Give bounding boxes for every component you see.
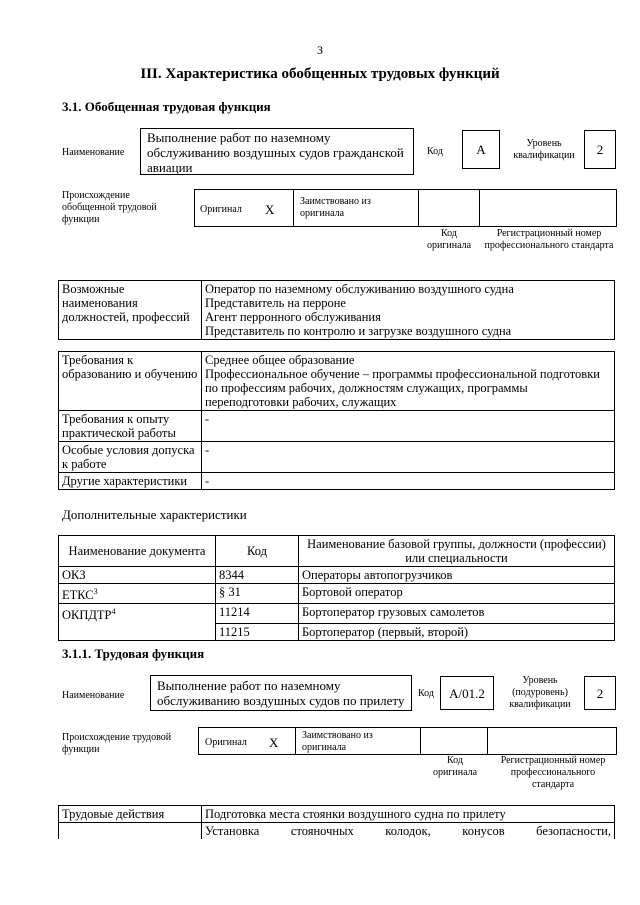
requirement-label: Требования к образованию и обучению: [59, 352, 202, 411]
tf-heading: 3.1.1. Трудовая функция: [62, 646, 205, 661]
requirement-value: -: [202, 442, 615, 473]
extra-header-code: Код: [216, 536, 299, 567]
gtf-code-original-label: Код оригинала: [426, 228, 472, 251]
requirement-label: Требования к опыту практической работы: [59, 411, 202, 442]
extra-doc: ОКПДТР$^4$: [59, 604, 216, 624]
position-item: Агент перронного обслуживания: [205, 310, 381, 324]
tf-code-value: А/01.2: [449, 685, 485, 701]
tf-name-label: Наименование: [62, 690, 125, 701]
gtf-code-original-cell: [418, 189, 480, 227]
tf-reg-number-label: Регистрационный номер профессионального стандарта: [500, 755, 606, 790]
gtf-original-mark: X: [265, 202, 275, 217]
gtf-code-box: [462, 130, 500, 169]
table-row: [59, 806, 615, 823]
extra-code: 11214: [216, 604, 299, 624]
gtf-heading: 3.1. Обобщенная трудовая функция: [62, 99, 271, 114]
extra-name: Бортоператор грузовых самолетов: [299, 604, 615, 624]
requirement-row: [59, 442, 615, 473]
requirement-row: [59, 473, 615, 490]
requirement-value: -: [202, 411, 615, 442]
extra-doc: [59, 623, 216, 640]
gtf-reg-number-cell: [479, 189, 617, 227]
table-row: [59, 823, 615, 840]
extra-table: [58, 535, 615, 641]
extra-doc: ЕТКС$^3$: [59, 584, 216, 604]
tf-original-label: Оригинал: [205, 737, 247, 748]
actions-table: [58, 805, 615, 839]
gtf-origin-label: Происхождение обобщенной трудовой функции: [62, 190, 157, 225]
extra-code: 11215: [216, 623, 299, 640]
action-item: Подготовка места стоянки воздушного судна по прилету: [202, 806, 615, 823]
gtf-borrowed-label: Заимствовано из оригинала: [300, 196, 371, 219]
extra-header-doc: Наименование документа: [59, 536, 216, 567]
requirement-label: Другие характеристики: [59, 473, 202, 490]
tf-borrowed-label: Заимствовано из оригинала: [302, 730, 373, 753]
gtf-level-box: [584, 130, 616, 169]
position-item: Оператор по наземному обслуживанию воздушного судна: [205, 282, 514, 296]
footnote-ref: 4: [111, 607, 116, 617]
gtf-code-value: А: [476, 142, 486, 157]
tf-reg-number-cell: [487, 727, 617, 755]
footnote-ref: 3: [93, 587, 98, 596]
gtf-name-label: Наименование: [62, 147, 125, 158]
page-number: 3: [317, 43, 323, 57]
gtf-level-label: Уровень квалификации: [513, 138, 575, 161]
position-item: Представитель по контролю и загрузке воздушного судна: [205, 324, 512, 338]
table-row: [59, 604, 615, 624]
extra-name: Бортовой оператор: [299, 584, 615, 604]
tf-name-value: Выполнение работ по наземному обслуживанию воздушных судов по прилету: [157, 678, 405, 708]
gtf-borrowed-cell: [293, 189, 419, 227]
tf-original-mark: X: [269, 735, 279, 750]
tf-level-label: Уровень (подуровень) квалификации: [509, 675, 571, 710]
positions-label: Возможные наименования должностей, профессий: [59, 281, 202, 340]
tf-code-box: [440, 676, 494, 710]
section-title: III. Характеристика обобщенных трудовых функций: [140, 66, 500, 82]
action-item: Установка стояночных колодок, конусов безопасности,: [202, 823, 615, 840]
extra-heading: Дополнительные характеристики: [62, 507, 247, 522]
extra-name: Операторы автопогрузчиков: [299, 567, 615, 584]
tf-code-original-label: Код оригинала: [432, 755, 478, 778]
extra-name: Бортоператор (первый, второй): [299, 623, 615, 640]
requirements-table: [58, 351, 615, 490]
requirement-value: Среднее общее образование: [205, 353, 355, 367]
gtf-name-box: [140, 128, 414, 175]
extra-code: 8344: [216, 567, 299, 584]
tf-name-box: [150, 675, 412, 711]
table-row: [59, 584, 615, 604]
tf-origin-label: Происхождение трудовой функции: [62, 732, 172, 755]
requirement-value: -: [202, 473, 615, 490]
requirement-value: Профессиональное обучение – программы профессиональной подготовки по профессиям рабочих, должностям служащих, программы переподготовки рабочих, служащих: [205, 367, 600, 409]
extra-code: § 31: [216, 584, 299, 604]
extra-doc: ОКЗ: [59, 567, 216, 584]
gtf-original-label: Оригинал: [200, 204, 242, 215]
table-row: [59, 623, 615, 640]
gtf-level-value: 2: [596, 142, 604, 157]
requirement-label: Особые условия допуска к работе: [59, 442, 202, 473]
tf-code-label: Код: [418, 688, 434, 699]
tf-code-original-cell: [420, 727, 488, 755]
extra-header-row: [59, 536, 615, 567]
extra-header-name: Наименование базовой группы, должности (профессии) или специальности: [299, 536, 615, 567]
positions-list: [202, 281, 615, 340]
gtf-original-cell: [194, 189, 294, 227]
tf-original-cell: [198, 727, 296, 755]
actions-label: Трудовые действия: [59, 806, 202, 823]
requirement-row: [59, 352, 615, 411]
tf-borrowed-cell: [295, 727, 421, 755]
requirement-row: [59, 411, 615, 442]
table-row: [59, 567, 615, 584]
tf-level-value: 2: [596, 685, 604, 701]
position-item: Представитель на перроне: [205, 296, 346, 310]
positions-table: [58, 280, 615, 340]
gtf-code-label: Код: [427, 146, 443, 157]
gtf-name-value: Выполнение работ по наземному обслуживанию воздушных судов гражданской авиации: [147, 130, 404, 175]
tf-level-box: [584, 676, 616, 710]
gtf-reg-number-label: Регистрационный номер профессионального стандарта: [484, 228, 614, 251]
